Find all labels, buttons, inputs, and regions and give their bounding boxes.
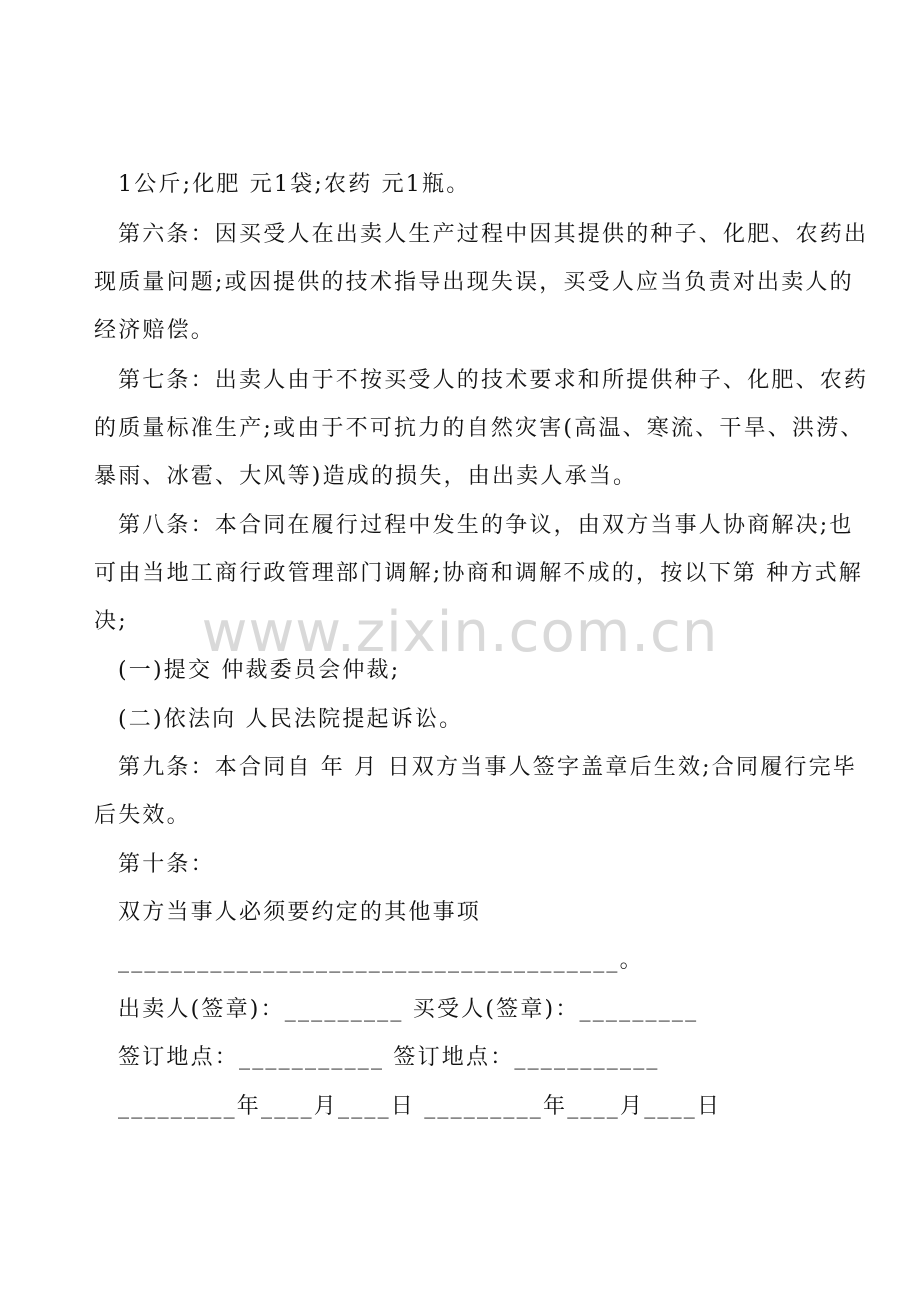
clause-7-line: 第七条：出卖人由于不按买受人的技术要求和所提供种子、化肥、农药 [118,368,869,393]
text-line: 经济赔偿。 [94,318,216,343]
signing-place-line: 签订地点：___________ 签订地点：___________ [118,1045,660,1070]
text-line: 可由当地工商行政管理部门调解;协商和调解不成的，按以下第 种方式解 [94,561,864,586]
clause-8-line: 第八条：本合同在履行过程中发生的争议，由双方当事人协商解决;也 [118,513,854,538]
text-line: 暴雨、冰雹、大风等)造成的损失，由出卖人承当。 [94,464,638,489]
text-line: 双方当事人必须要约定的其他事项 [118,900,482,925]
option-1-line: (一)提交 仲裁委员会仲裁; [118,658,401,683]
text-line: 的质量标准生产;或由于不可抗力的自然灾害(高温、寒流、干旱、洪涝、 [94,416,865,441]
text-line: 后失效。 [94,803,191,828]
watermark: www.zixin.com.cn [201,600,719,665]
text-line: 决; [94,609,128,634]
text-line: 1公斤;化肥 元1袋;农药 元1瓶。 [118,172,471,197]
date-line: _________年____月____日 _________年____月____日 [118,1094,722,1119]
clause-10-line: 第十条： [118,852,215,877]
blank-line: ______________________________________。 [118,948,644,973]
clause-6-line: 第六条：因买受人在出卖人生产过程中因其提供的种子、化肥、农药出 [118,222,869,247]
text-line: 现质量问题;或因提供的技术指导出现失误，买受人应当负责对出卖人的 [94,270,854,295]
clause-9-line: 第九条：本合同自 年 月 日双方当事人签字盖章后生效;合同履行完毕 [118,755,857,780]
signature-line: 出卖人(签章)：_________ 买受人(签章)：_________ [118,997,699,1022]
option-2-line: (二)依法向 人民法院提起诉讼。 [118,707,464,732]
